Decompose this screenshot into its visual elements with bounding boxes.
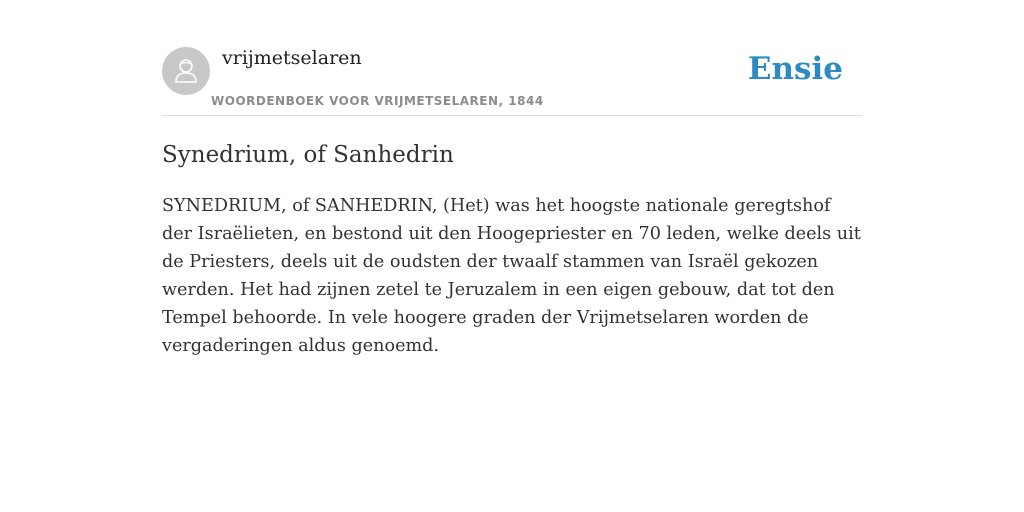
source-label[interactable]: WOORDENBOEK VOOR VRIJMETSELAREN, 1844 (211, 94, 544, 108)
avatar[interactable] (162, 47, 210, 95)
article-body: SYNEDRIUM, of SANHEDRIN, (Het) was het hoogste nationale geregtshof der Israëlieten, en bestond uit den Hoogepriester en 70 leden, welke deels uit de Priesters, deels uit de oudsten der twaalf stammen van Israël gekozen werden. Het had zijnen zetel te Jeruzalem in een eigen gebouw, dat tot den Tempel behoorde. In vele hoogere graden der Vrijmetselaren worden de vergaderingen aldus genoemd. (162, 196, 861, 356)
page-header (162, 40, 862, 116)
brand-logo[interactable]: Ensie (747, 51, 843, 87)
author-name[interactable]: vrijmetselaren (222, 47, 362, 69)
user-icon (172, 56, 200, 86)
article-title: Synedrium, of Sanhedrin (162, 142, 454, 168)
